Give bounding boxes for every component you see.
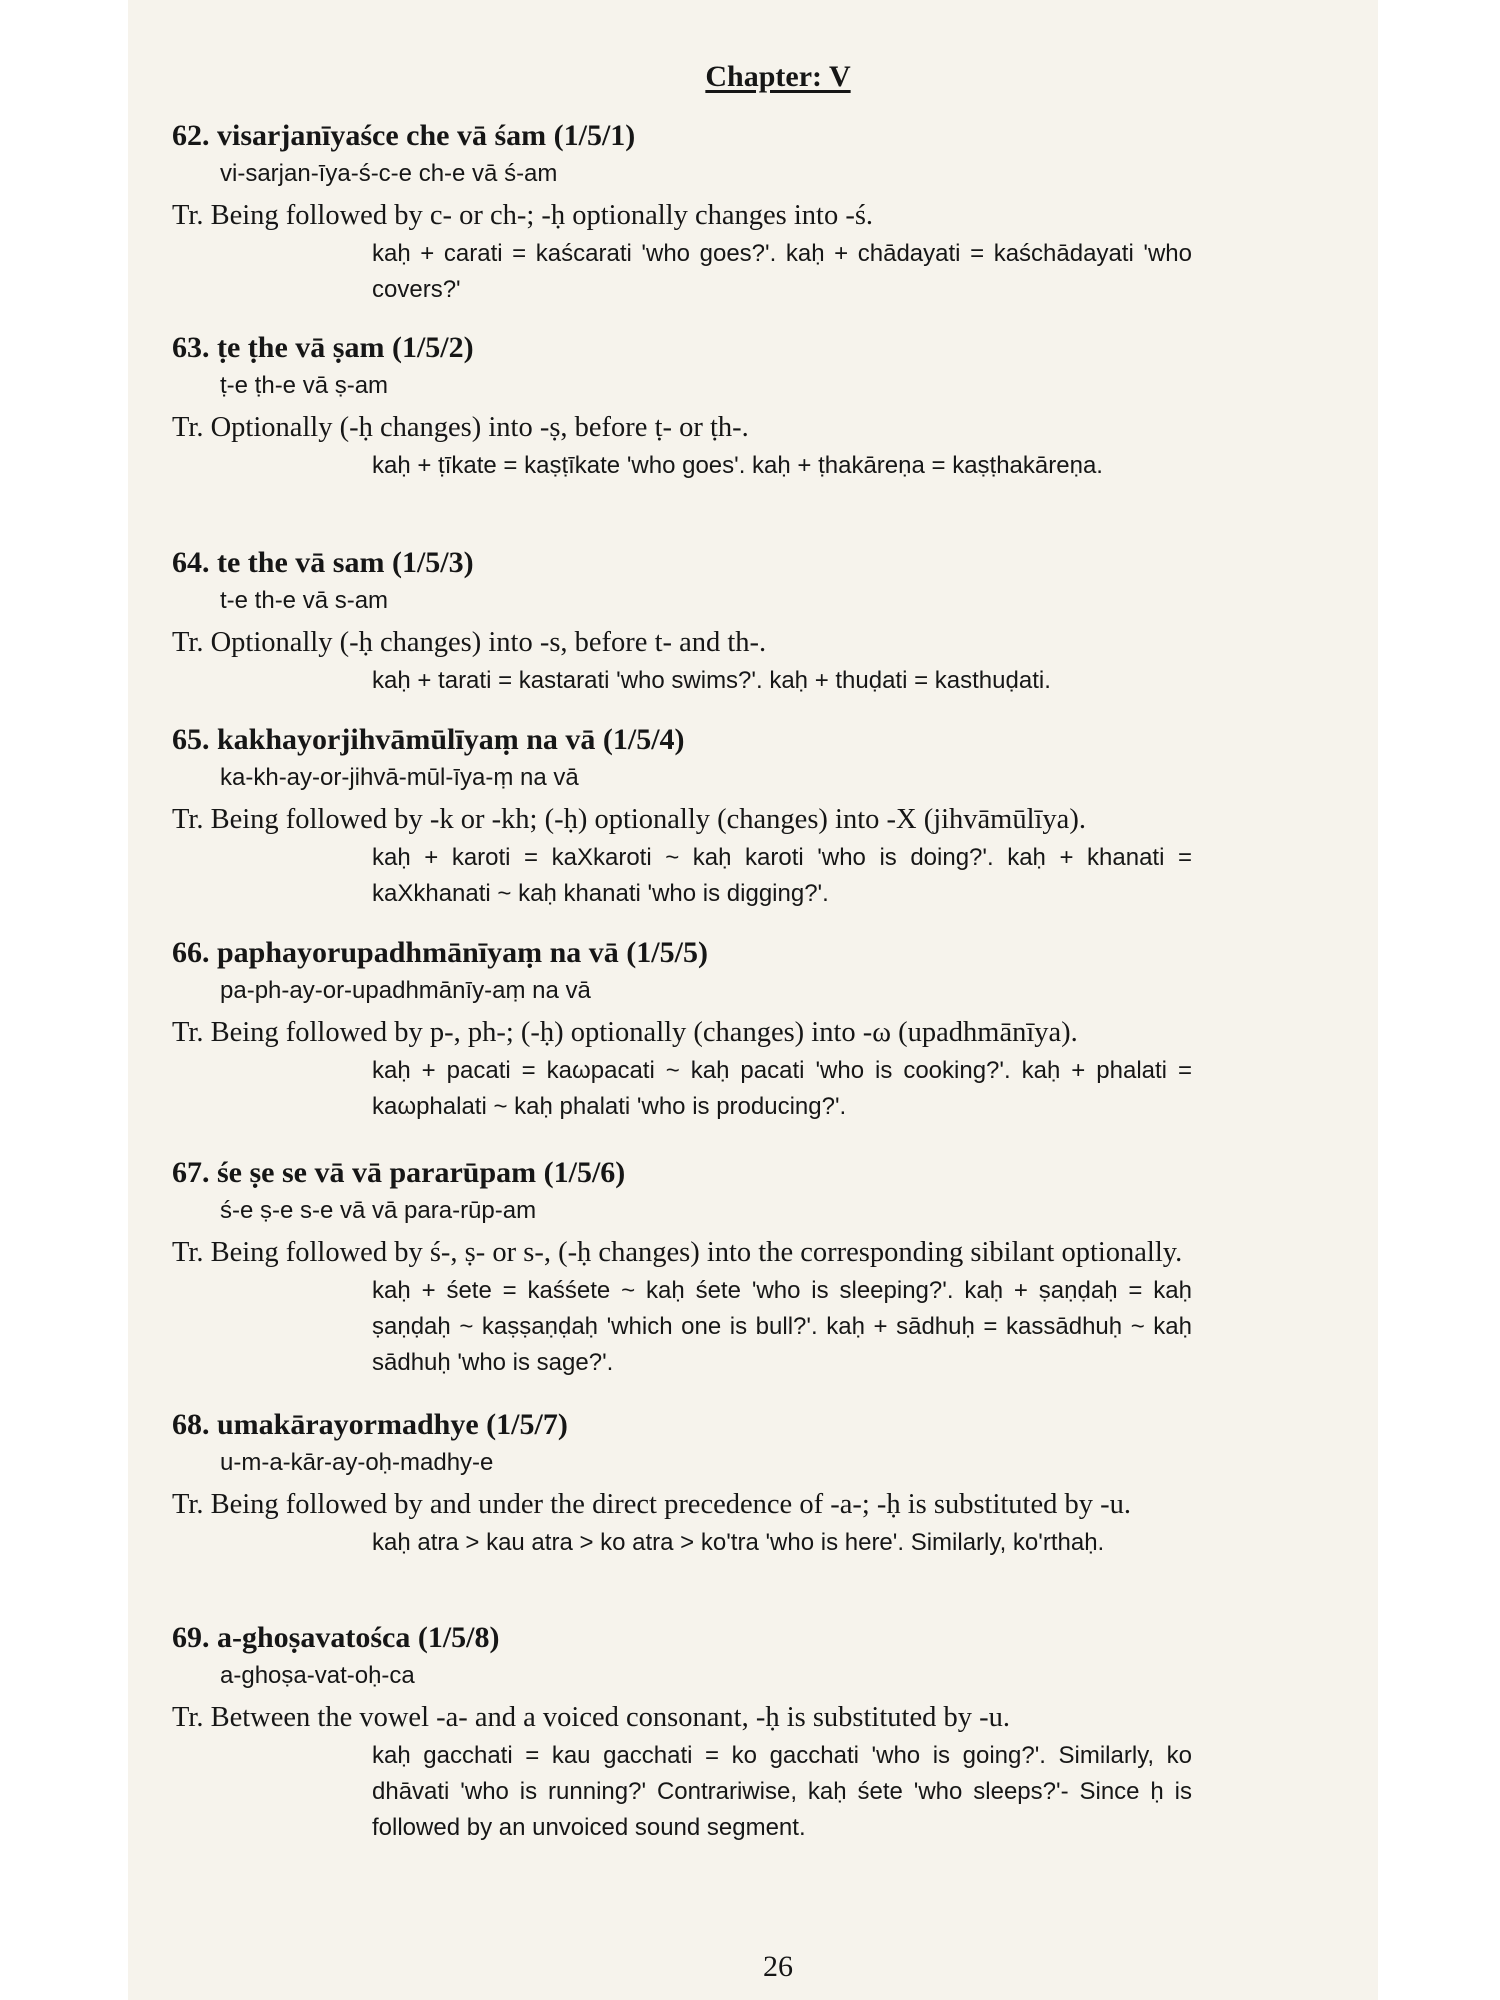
- book-page: [128, 0, 1378, 2000]
- rule-title: 69. a-ghoṣavatośca (1/5/8): [172, 1621, 500, 1654]
- rule-65: [172, 722, 1352, 912]
- rule-62: [172, 118, 1352, 308]
- rule-segmentation: ṭ-e ṭh-e vā ṣ-am: [220, 372, 389, 399]
- rule-translation: Tr. Being followed by and under the direct precedence of -a-; -ḥ is substituted by -u.: [172, 1489, 1131, 1520]
- rule-example: kaḥ + pacati = kaωpacati ~ kaḥ pacati 'who is cooking?'. kaḥ + phalati = kaωphalati ~ kaḥ phalati 'who is producing?'.: [372, 1057, 1192, 1120]
- rule-title: 68. umakārayormadhye (1/5/7): [172, 1408, 568, 1441]
- rule-title: 64. te the vā sam (1/5/3): [172, 546, 474, 579]
- rule-title: 66. paphayorupadhmānīyaṃ na vā (1/5/5): [172, 936, 708, 969]
- rule-translation: Tr. Being followed by -k or -kh; (-ḥ) optionally (changes) into -X (jihvāmūlīya).: [172, 804, 1086, 835]
- rule-segmentation: ka-kh-ay-or-jihvā-mūl-īya-ṃ na vā: [220, 764, 579, 791]
- rule-translation: Tr. Being followed by p-, ph-; (-ḥ) optionally (changes) into -ω (upadhmānīya).: [172, 1017, 1078, 1048]
- rule-66: [172, 935, 1352, 1125]
- rule-example: kaḥ + śete = kaśśete ~ kaḥ śete 'who is sleeping?'. kaḥ + ṣaṇḍaḥ = kaḥ ṣaṇḍaḥ ~ kaṣṣaṇḍaḥ 'which one is bull?'. kaḥ + sādhuḥ = kassādhuḥ ~ kaḥ sādhuḥ 'who is sage?'.: [372, 1277, 1192, 1376]
- rule-64: [172, 545, 1352, 699]
- rule-segmentation: pa-ph-ay-or-upadhmānīy-aṃ na vā: [220, 977, 591, 1004]
- rule-segmentation: a-ghoṣa-vat-oḥ-ca: [220, 1662, 415, 1689]
- rule-segmentation: vi-sarjan-īya-ś-c-e ch-e vā ś-am: [220, 160, 558, 187]
- rule-translation: Tr. Being followed by c- or ch-; -ḥ optionally changes into -ś.: [172, 200, 874, 231]
- rule-title: 62. visarjanīyaśce che vā śam (1/5/1): [172, 119, 636, 152]
- rule-example: kaḥ + tarati = kastarati 'who swims?'. kaḥ + thuḍati = kasthuḍati.: [372, 667, 1051, 694]
- rule-title: 67. śe ṣe se vā vā pararūpam (1/5/6): [172, 1156, 626, 1189]
- rule-example: kaḥ atra > kau atra > ko atra > ko'tra 'who is here'. Similarly, ko'rthaḥ.: [372, 1529, 1105, 1556]
- rule-68: [172, 1407, 1352, 1561]
- rule-63: [172, 330, 1352, 484]
- rule-69: [172, 1620, 1352, 1846]
- rule-translation: Tr. Optionally (-ḥ changes) into -s, before t- and th-.: [172, 627, 767, 658]
- rule-example: kaḥ + ṭīkate = kaṣṭīkate 'who goes'. kaḥ + ṭhakāreṇa = kaṣṭhakāreṇa.: [372, 452, 1103, 479]
- rule-translation: Tr. Being followed by ś-, ṣ- or s-, (-ḥ changes) into the corresponding sibilant optionally.: [172, 1237, 1183, 1268]
- rule-title: 65. kakhayorjihvāmūlīyaṃ na vā (1/5/4): [172, 723, 685, 756]
- rule-title: 63. ṭe ṭhe vā ṣam (1/5/2): [172, 331, 474, 364]
- rule-example: kaḥ + carati = kaścarati 'who goes?'. kaḥ + chādayati = kaśchādayati 'who covers?': [372, 240, 1192, 303]
- rule-example: kaḥ gacchati = kau gacchati = ko gacchati 'who is going?'. Similarly, ko dhāvati 'who is running?' Contrariwise, kaḥ śete 'who sleeps?'- Since ḥ is followed by an unvoiced sound segment.: [372, 1742, 1192, 1841]
- rule-translation: Tr. Between the vowel -a- and a voiced consonant, -ḥ is substituted by -u.: [172, 1702, 1010, 1733]
- rule-example: kaḥ + karoti = kaXkaroti ~ kaḥ karoti 'who is doing?'. kaḥ + khanati = kaXkhanati ~ kaḥ khanati 'who is digging?'.: [372, 844, 1192, 907]
- rule-segmentation: t-e th-e vā s-am: [220, 587, 389, 614]
- rule-67: [172, 1155, 1352, 1381]
- chapter-heading: Chapter: V: [705, 60, 851, 93]
- rule-segmentation: ś-e ṣ-e s-e vā vā para-rūp-am: [220, 1197, 537, 1224]
- rule-translation: Tr. Optionally (-ḥ changes) into -ṣ, before ṭ- or ṭh-.: [172, 412, 749, 443]
- rule-segmentation: u-m-a-kār-ay-oḥ-madhy-e: [220, 1449, 494, 1476]
- page-number: 26: [763, 1950, 793, 1983]
